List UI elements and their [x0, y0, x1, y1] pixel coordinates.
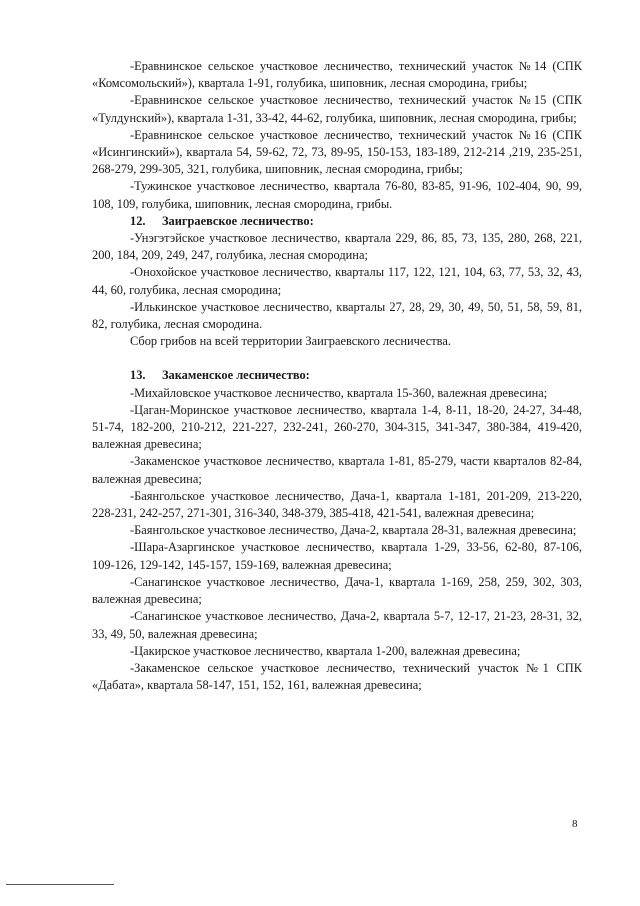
paragraph: -Еравнинское сельское участковое лесничество, технический участок №14 (СПК «Комсомольский»), квартала 1-91, голубика, шиповник, лесная смородина, грибы;: [92, 59, 582, 91]
paragraph: -Михайловское участковое лесничество, квартала 15-360, валежная древесина;: [130, 385, 548, 400]
paragraph: -Цаган-Моринское участковое лесничество, квартала 1-4, 8-11, 18-20, 24-27, 34-48, 51-74, 182-200, 210-212, 221-227, 232-241, 260-270, 304-315, 341-347, 380-384, 419-420, валежная древесина;: [92, 402, 582, 452]
paragraph: -Еравнинское сельское участковое лесничество, технический участок №15 (СПК «Тулдунский»), квартала 1-31, 33-42, 44-62, голубика, шиповник, лесная смородина, грибы;: [92, 93, 582, 125]
section-heading-12: [92, 213, 582, 230]
paragraph: -Цакирское участковое лесничество, квартала 1-200, валежная древесина;: [130, 643, 521, 658]
paragraph: -Закаменское сельское участковое лесничество, технический участок №1 СПК «Дабата», квартала 58-147, 151, 152, 161, валежная древесина;: [92, 660, 582, 693]
paragraph: -Еравнинское сельское участковое лесничество, технический участок №16 (СПК «Исингинский»), квартала 54, 59-62, 72, 73, 89-95, 150-153, 183-189, 212-214 ,219, 235-251, 268-279, 299-305, 321, голубика, шиповник, лесная смородина, грибы;: [92, 127, 582, 177]
paragraph: -Санагинское участковое лесничество, Дача-1, квартала 1-169, 258, 259, 302, 303, валежная древесина;: [92, 574, 582, 607]
footer-rule: [6, 884, 114, 885]
paragraph: -Илькинское участковое лесничество, кварталы 27, 28, 29, 30, 49, 50, 51, 58, 59, 81, 82, голубика, лесная смородина.: [92, 299, 582, 332]
section-title: Заиграевское лесничество:: [162, 213, 314, 228]
section-number: 13.: [130, 368, 146, 383]
page-number: 8: [572, 818, 578, 830]
paragraph: -Баянгольское участковое лесничество, Дача-1, квартала 1-181, 201-209, 213-220, 228-231, 242-257, 271-301, 316-340, 348-379, 385-418, 421-541, валежная древесина;: [92, 488, 582, 521]
paragraph: -Унэгэтэйское участковое лесничество, квартала 229, 86, 85, 73, 135, 280, 268, 221, 200, 184, 209, 249, 247, голубика, лесная смородина;: [92, 231, 582, 263]
paragraph: -Шара-Азаргинское участковое лесничество, квартала 1-29, 33-56, 62-80, 87-106, 109-126, 129-142, 145-157, 159-169, валежная древесина;: [92, 540, 582, 572]
paragraph: -Баянгольское участковое лесничество, Дача-2, квартала 28-31, валежная древесина;: [130, 523, 577, 538]
paragraph: -Онохойское участковое лесничество, кварталы 117, 122, 121, 104, 63, 77, 53, 32, 43, 44, 60, голубика, лесная смородина;: [92, 265, 582, 297]
document-body: [92, 58, 582, 694]
paragraph: -Санагинское участковое лесничество, Дача-2, квартала 5-7, 12-17, 21-23, 28-31, 32, 33, 49, 50, валежная древесина;: [92, 609, 582, 641]
paragraph: -Закаменское участковое лесничество, квартала 1-81, 85-279, части кварталов 82-84, валежная древесина;: [92, 454, 582, 486]
spacer: [92, 350, 582, 367]
section-number: 12.: [130, 213, 146, 228]
section-heading-13: [92, 367, 582, 384]
paragraph: -Тужинское участковое лесничество, квартала 76-80, 83-85, 91-96, 102-404, 90, 99, 108, 109, голубика, шиповник, лесная смородина, грибы.: [92, 179, 582, 211]
section-title: Закаменское лесничество:: [162, 368, 310, 383]
paragraph: Сбор грибов на всей территории Заиграевского лесничества.: [130, 334, 451, 349]
